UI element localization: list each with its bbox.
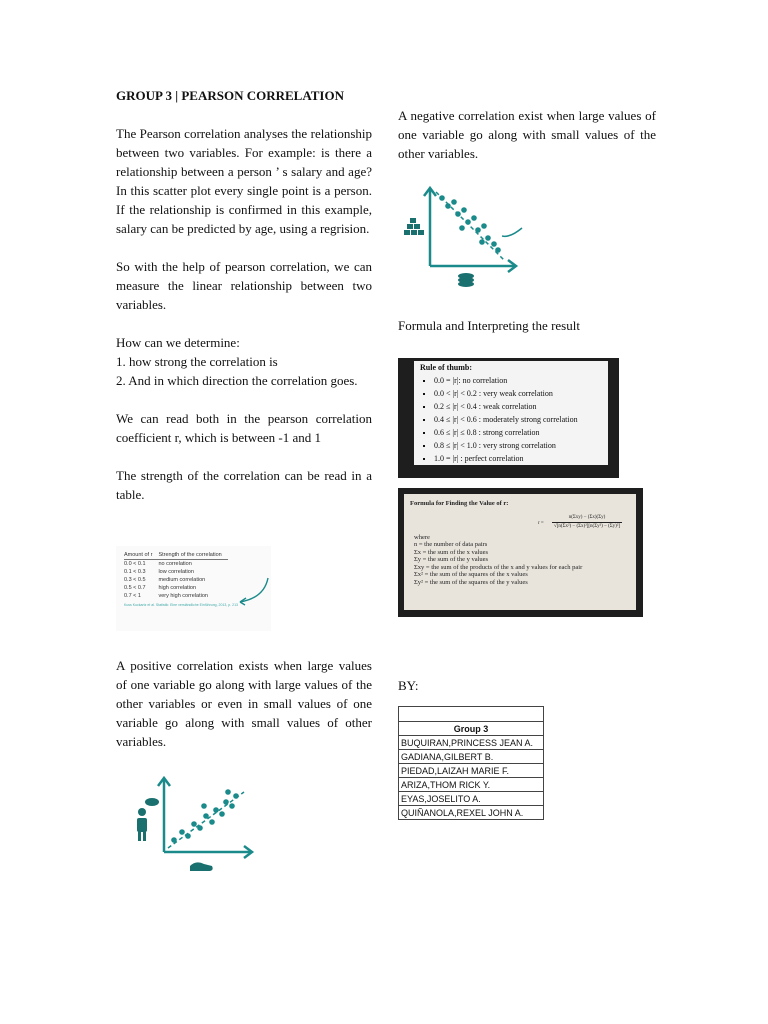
by-block bbox=[398, 676, 656, 695]
negative-scatter-image bbox=[398, 178, 530, 290]
right-column bbox=[398, 106, 656, 163]
table-row bbox=[399, 764, 544, 778]
table-row bbox=[399, 722, 544, 736]
formula-heading-block bbox=[398, 316, 656, 335]
group-header: Group 3 bbox=[399, 722, 544, 736]
by-label: BY: bbox=[398, 678, 419, 693]
list-item: ▪ 0.2 ≤ |r| < 0.4 : weak correlation bbox=[434, 400, 608, 413]
list-item: Σx = the sum of the x values bbox=[414, 548, 489, 556]
determine-item-1: 1. how strong the correlation is bbox=[116, 354, 278, 369]
curved-arrow-icon bbox=[502, 228, 522, 236]
table-row bbox=[124, 592, 228, 600]
trend-line bbox=[436, 192, 504, 260]
cell: 0.7 < 1 bbox=[124, 593, 141, 599]
blank-cell bbox=[399, 707, 544, 722]
money-stack-icon bbox=[404, 218, 424, 235]
formula-definitions bbox=[414, 534, 636, 587]
strength-header-amount: Amount of r bbox=[124, 551, 158, 560]
cell: low correlation bbox=[158, 569, 194, 575]
formula-where: where bbox=[414, 533, 430, 541]
rule-title: Rule of thumb: bbox=[420, 363, 473, 372]
determine-item-2: 2. And in which direction the correlation goes. bbox=[116, 373, 358, 388]
member-cell: QUIÑANOLA,REXEL JOHN A. bbox=[399, 806, 544, 820]
cell: 0.5 < 0.7 bbox=[124, 585, 146, 591]
determine-heading: How can we determine: bbox=[116, 335, 240, 350]
cell: 0.3 < 0.5 bbox=[124, 577, 146, 583]
table-row bbox=[124, 584, 228, 592]
table-row bbox=[399, 750, 544, 764]
list-item: ▪ 0.0 < |r| < 0.2 : very weak correlation bbox=[434, 387, 608, 400]
intro-paragraph: The Pearson correlation analyses the relationship between two variables. For example: is there a relationship between a person ’ s salary and age? In this scatter plot every single point is a person. If the relationship is confirmed in this example, salary can be predicted by age, using a regrision. bbox=[116, 126, 372, 236]
cell: very high correlation bbox=[158, 593, 208, 599]
list-item: ▪ 0.6 ≤ |r| ≤ 0.8 : strong correlation bbox=[434, 426, 608, 439]
trend-line bbox=[168, 792, 244, 848]
strength-table-source: Kuss Kuckartz et al. Statistik: Eine verständliche Einführung, 2013, p. 213 bbox=[124, 603, 239, 607]
person-icon bbox=[137, 808, 147, 841]
shoe-icon bbox=[190, 862, 213, 871]
coefficient-paragraph: We can read both in the pearson correlation coefficient r, which is between -1 and 1 bbox=[116, 411, 372, 445]
list-item: Σy² = the sum of the squares of the y values bbox=[414, 578, 528, 586]
table-row bbox=[124, 560, 228, 569]
negative-paragraph: A negative correlation exist when large values of one variable go along with small values of the other variables. bbox=[398, 108, 656, 161]
member-cell: ARIZA,THOM RICK Y. bbox=[399, 778, 544, 792]
left-column bbox=[116, 86, 372, 504]
strength-paragraph: The strength of the correlation can be read in a table. bbox=[116, 468, 372, 502]
member-cell: PIEDAD,LAIZAH MARIE F. bbox=[399, 764, 544, 778]
positive-paragraph: A positive correlation exists when large values of one variable go along with large values of the other variables or even in small values of one variable go along with small values of other variables. bbox=[116, 658, 372, 749]
cell: no correlation bbox=[158, 561, 192, 567]
cell: high correlation bbox=[158, 585, 197, 591]
formula-image bbox=[398, 488, 643, 617]
strength-header-strength: Strength of the correlation bbox=[158, 551, 227, 560]
formula-title: Formula for Finding the Value of r: bbox=[410, 500, 509, 507]
coins-icon bbox=[458, 273, 474, 287]
scatter-points bbox=[439, 195, 501, 253]
table-row bbox=[124, 568, 228, 576]
formula-equation bbox=[538, 514, 622, 531]
strength-table-image bbox=[116, 546, 271, 631]
table-row bbox=[399, 792, 544, 806]
brain-icon bbox=[145, 798, 159, 806]
list-item: Σxy = the sum of the products of the x and y values for each pair bbox=[414, 563, 583, 571]
list-item: ▪ 0.4 ≤ |r| < 0.6 : moderately strong correlation bbox=[434, 413, 608, 426]
formula-denominator: √[n(Σx²) − (Σx)²][n(Σy²) − (Σy)²] bbox=[554, 524, 621, 529]
positive-scatter-image bbox=[116, 770, 276, 880]
rule-list bbox=[414, 374, 608, 465]
scatter-points bbox=[171, 789, 239, 843]
cell: 0.1 < 0.3 bbox=[124, 569, 146, 575]
table-row bbox=[399, 707, 544, 722]
group-members-table bbox=[398, 706, 544, 820]
cell: medium correlation bbox=[158, 577, 206, 583]
list-item: Σx² = the sum of the squares of the x values bbox=[414, 571, 528, 578]
table-row bbox=[399, 806, 544, 820]
member-cell: BUQUIRAN,PRINCESS JEAN A. bbox=[399, 736, 544, 750]
rule-of-thumb-panel bbox=[414, 361, 608, 465]
document-title: GROUP 3 | PEARSON CORRELATION bbox=[116, 88, 344, 103]
measure-paragraph: So with the help of pearson correlation, we can measure the linear relationship between two variables. bbox=[116, 259, 372, 312]
formula-numerator: n(Σxy) − (Σx)(Σy) bbox=[552, 514, 622, 523]
positive-section bbox=[116, 656, 372, 751]
table-row bbox=[399, 778, 544, 792]
table-row bbox=[399, 736, 544, 750]
list-item: ▪ 0.8 ≤ |r| < 1.0 : very strong correlation bbox=[434, 439, 608, 452]
member-cell: GADIANA,GILBERT B. bbox=[399, 750, 544, 764]
list-item: ▪ 0.0 = |r|: no correlation bbox=[434, 374, 608, 387]
strength-table bbox=[124, 551, 228, 600]
curved-arrow-icon bbox=[234, 576, 274, 606]
list-item: ▪ 1.0 = |r| : perfect correlation bbox=[434, 452, 608, 465]
formula-panel bbox=[404, 494, 636, 610]
formula-heading: Formula and Interpreting the result bbox=[398, 318, 580, 333]
list-item: n = the number of data pairs bbox=[414, 541, 488, 548]
member-cell: EYAS,JOSELITO A. bbox=[399, 792, 544, 806]
cell: 0.0 < 0.1 bbox=[124, 561, 146, 567]
formula-lhs: r = bbox=[538, 521, 544, 526]
rule-of-thumb-image bbox=[398, 358, 619, 478]
list-item: Σy = the sum of the y values bbox=[414, 556, 489, 563]
table-row bbox=[124, 576, 228, 584]
